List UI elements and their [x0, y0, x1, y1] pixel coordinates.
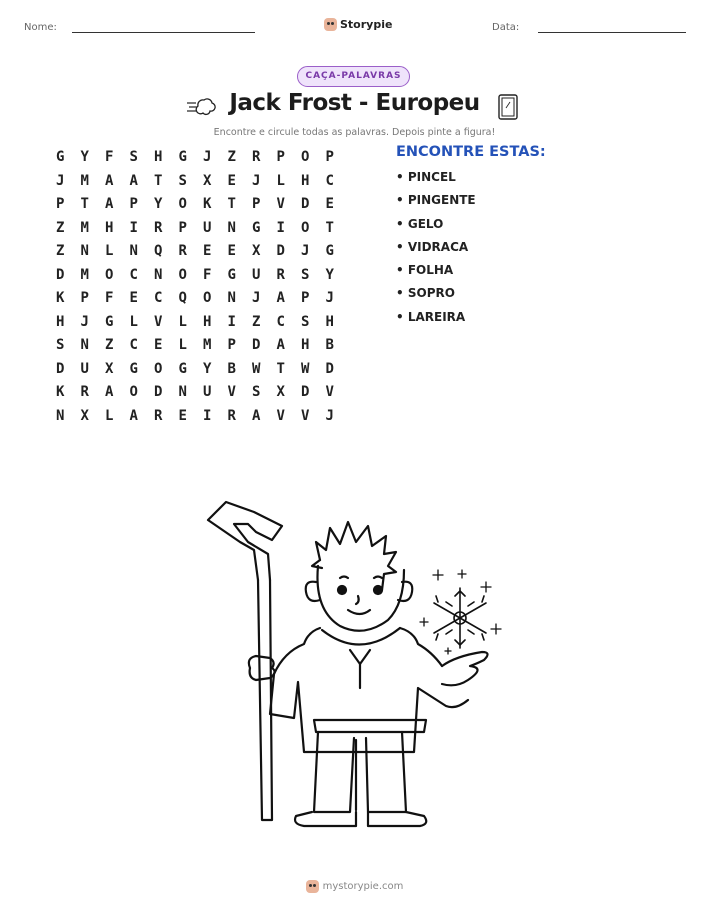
footer-url[interactable]: mystorypie.com [322, 881, 404, 892]
grid-letter[interactable]: B [227, 360, 236, 377]
grid-letter[interactable]: H [203, 313, 212, 330]
grid-letter[interactable]: W [301, 360, 310, 377]
grid-letter[interactable]: L [129, 313, 138, 330]
grid-letter[interactable]: E [129, 290, 138, 306]
grid-letter[interactable]: N [178, 384, 187, 400]
grid-letter[interactable]: Y [154, 196, 163, 212]
word-list-item: • VIDRACA [396, 239, 469, 254]
grid-letter[interactable]: L [178, 313, 187, 330]
letter-grid[interactable] [48, 147, 368, 429]
grid-letter[interactable]: C [276, 313, 285, 330]
grid-letter[interactable]: D [325, 360, 334, 377]
grid-letter[interactable]: O [154, 360, 163, 377]
grid-letter[interactable]: E [325, 196, 334, 212]
grid-row [48, 288, 368, 312]
grid-letter[interactable]: O [178, 196, 187, 212]
grid-letter[interactable]: L [178, 337, 187, 353]
grid-letter[interactable]: P [227, 337, 236, 353]
grid-letter[interactable]: A [105, 196, 114, 212]
grid-letter[interactable]: M [80, 219, 89, 236]
grid-letter[interactable]: Y [203, 360, 212, 377]
grid-letter[interactable]: L [276, 172, 285, 189]
grid-letter[interactable]: X [276, 384, 285, 400]
grid-letter[interactable]: H [301, 172, 310, 189]
grid-letter[interactable]: I [203, 407, 212, 424]
grid-letter[interactable]: T [80, 196, 89, 212]
grid-letter[interactable]: P [325, 149, 334, 165]
grid-row [48, 171, 368, 195]
grid-row [48, 382, 368, 406]
grid-letter[interactable]: X [105, 360, 114, 377]
grid-letter[interactable]: U [203, 219, 212, 236]
grid-letter[interactable]: O [105, 266, 114, 283]
grid-letter[interactable]: A [276, 337, 285, 353]
grid-row [48, 406, 368, 430]
grid-letter[interactable]: N [227, 219, 236, 236]
grid-letter[interactable]: P [80, 290, 89, 306]
grid-letter[interactable]: K [56, 384, 65, 400]
window-frame-icon [497, 93, 521, 121]
storypie-logo-icon [306, 880, 319, 893]
word-list-item: • PINGENTE [396, 193, 476, 208]
grid-letter[interactable]: A [129, 172, 138, 189]
grid-letter[interactable]: X [203, 172, 212, 189]
grid-letter[interactable]: U [203, 384, 212, 400]
grid-letter[interactable]: P [56, 196, 65, 212]
grid-letter[interactable]: I [227, 313, 236, 330]
grid-letter[interactable]: D [301, 196, 310, 212]
grid-letter[interactable]: R [154, 407, 163, 424]
grid-letter[interactable]: S [252, 384, 261, 400]
grid-letter[interactable]: V [154, 313, 163, 330]
grid-letter[interactable]: G [178, 149, 187, 165]
grid-letter[interactable]: L [105, 407, 114, 424]
grid-letter[interactable]: Q [154, 243, 163, 259]
grid-letter[interactable]: A [276, 290, 285, 306]
grid-letter[interactable]: D [154, 384, 163, 400]
grid-letter[interactable]: S [56, 337, 65, 353]
grid-letter[interactable]: H [105, 219, 114, 236]
word-list-item: • SOPRO [396, 286, 455, 301]
grid-letter[interactable]: N [227, 290, 236, 306]
grid-letter[interactable]: N [129, 243, 138, 259]
grid-letter[interactable]: T [325, 219, 334, 236]
grid-letter[interactable]: J [325, 290, 334, 306]
grid-letter[interactable]: O [178, 266, 187, 283]
page-title: Jack Frost - Europeu [229, 90, 480, 116]
header [0, 18, 709, 42]
brand-name: Storypie [340, 18, 393, 31]
grid-letter[interactable]: V [276, 407, 285, 424]
grid-letter[interactable]: B [325, 337, 334, 353]
grid-letter[interactable]: E [227, 243, 236, 259]
grid-letter[interactable]: S [301, 266, 310, 283]
grid-letter[interactable]: D [252, 337, 261, 353]
grid-row [48, 265, 368, 289]
grid-letter[interactable]: F [105, 149, 114, 165]
grid-letter[interactable]: E [203, 243, 212, 259]
grid-letter[interactable]: M [80, 172, 89, 189]
grid-letter[interactable]: O [301, 219, 310, 236]
grid-letter[interactable]: Y [325, 266, 334, 283]
grid-letter[interactable]: R [252, 149, 261, 165]
grid-letter[interactable]: A [105, 172, 114, 189]
grid-letter[interactable]: X [80, 407, 89, 424]
grid-row [48, 218, 368, 242]
grid-letter[interactable]: J [325, 407, 334, 424]
date-line[interactable] [538, 32, 686, 33]
grid-letter[interactable]: F [105, 290, 114, 306]
grid-letter[interactable]: N [80, 243, 89, 259]
grid-letter[interactable]: Z [227, 149, 236, 165]
grid-letter[interactable]: O [203, 290, 212, 306]
grid-letter[interactable]: H [325, 313, 334, 330]
grid-row [48, 194, 368, 218]
grid-letter[interactable]: Z [252, 313, 261, 330]
grid-letter[interactable]: R [154, 219, 163, 236]
grid-row [48, 335, 368, 359]
grid-letter[interactable]: R [276, 266, 285, 283]
grid-row [48, 241, 368, 265]
grid-letter[interactable]: T [227, 196, 236, 212]
grid-letter[interactable]: C [154, 290, 163, 306]
grid-letter[interactable]: G [178, 360, 187, 377]
grid-letter[interactable]: T [154, 172, 163, 189]
name-line[interactable] [72, 32, 255, 33]
word-list-item: • PINCEL [396, 170, 456, 184]
grid-letter[interactable]: P [276, 149, 285, 165]
word-list [396, 170, 476, 333]
grid-letter[interactable]: O [301, 149, 310, 165]
grid-letter[interactable]: I [129, 219, 138, 236]
grid-letter[interactable]: H [56, 313, 65, 330]
grid-letter[interactable]: J [301, 243, 310, 259]
word-list-item: • FOLHA [396, 263, 454, 278]
grid-letter[interactable]: D [56, 360, 65, 377]
grid-letter[interactable]: E [227, 172, 236, 189]
name-label: Nome: [24, 22, 57, 33]
grid-letter[interactable]: F [203, 266, 212, 283]
grid-letter[interactable]: G [105, 313, 114, 330]
grid-letter[interactable]: J [252, 290, 261, 306]
brand [324, 18, 392, 31]
grid-row [48, 359, 368, 383]
grid-letter[interactable]: J [203, 149, 212, 165]
grid-letter[interactable]: C [129, 337, 138, 353]
grid-letter[interactable]: U [80, 360, 89, 377]
grid-letter[interactable]: P [252, 196, 261, 212]
grid-letter[interactable]: I [276, 219, 285, 236]
grid-letter[interactable]: L [105, 243, 114, 259]
grid-letter[interactable]: V [276, 196, 285, 212]
grid-letter[interactable]: H [154, 149, 163, 165]
category-badge: CAÇA-PALAVRAS [297, 66, 410, 87]
grid-letter[interactable]: Z [56, 219, 65, 236]
grid-letter[interactable]: E [178, 407, 187, 424]
grid-row [48, 147, 368, 171]
grid-letter[interactable]: Z [105, 337, 114, 353]
grid-letter[interactable]: N [154, 266, 163, 283]
grid-letter[interactable]: U [252, 266, 261, 283]
grid-letter[interactable]: C [129, 266, 138, 283]
grid-letter[interactable]: G [325, 243, 334, 259]
jack-frost-coloring-illustration [190, 490, 510, 835]
grid-letter[interactable]: D [276, 243, 285, 259]
grid-letter[interactable]: A [252, 407, 261, 424]
grid-letter[interactable]: D [56, 266, 65, 283]
grid-letter[interactable]: S [301, 313, 310, 330]
grid-letter[interactable]: J [56, 172, 65, 189]
grid-letter[interactable]: A [105, 384, 114, 400]
grid-letter[interactable]: K [56, 290, 65, 306]
grid-letter[interactable]: G [252, 219, 261, 236]
grid-letter[interactable]: D [301, 384, 310, 400]
grid-letter[interactable]: C [325, 172, 334, 189]
grid-letter[interactable]: R [227, 407, 236, 424]
grid-letter[interactable]: V [325, 384, 334, 400]
grid-letter[interactable]: E [154, 337, 163, 353]
word-list-title: ENCONTRE ESTAS: [396, 144, 546, 160]
grid-letter[interactable]: Q [178, 290, 187, 306]
grid-letter[interactable]: X [252, 243, 261, 259]
storypie-logo-icon [324, 18, 337, 31]
grid-letter[interactable]: R [178, 243, 187, 259]
grid-letter[interactable]: S [178, 172, 187, 189]
grid-letter[interactable]: P [301, 290, 310, 306]
grid-letter[interactable]: W [252, 360, 261, 377]
grid-letter[interactable]: G [227, 266, 236, 283]
grid-letter[interactable]: R [80, 384, 89, 400]
grid-letter[interactable]: P [178, 219, 187, 236]
grid-letter[interactable]: G [56, 149, 65, 165]
grid-letter[interactable]: Y [80, 149, 89, 165]
grid-letter[interactable]: K [203, 196, 212, 212]
grid-letter[interactable]: M [203, 337, 212, 353]
grid-letter[interactable]: V [227, 384, 236, 400]
grid-letter[interactable]: H [301, 337, 310, 353]
word-list-item: • GELO [396, 216, 444, 231]
grid-letter[interactable]: J [252, 172, 261, 189]
grid-letter[interactable]: Z [56, 243, 65, 259]
grid-letter[interactable]: T [276, 360, 285, 377]
grid-letter[interactable]: J [80, 313, 89, 330]
grid-letter[interactable]: N [80, 337, 89, 353]
grid-letter[interactable]: P [129, 196, 138, 212]
grid-letter[interactable]: M [80, 266, 89, 283]
date-label: Data: [492, 22, 520, 33]
grid-row [48, 312, 368, 336]
footer [0, 880, 709, 893]
grid-letter[interactable]: S [129, 149, 138, 165]
grid-letter[interactable]: O [129, 384, 138, 400]
word-list-item: • LAREIRA [396, 309, 466, 324]
grid-letter[interactable]: G [129, 360, 138, 377]
grid-letter[interactable]: A [129, 407, 138, 424]
grid-letter[interactable]: V [301, 407, 310, 424]
grid-letter[interactable]: N [56, 407, 65, 424]
instructions: Encontre e circule todas as palavras. Depois pinte a figura! [213, 127, 496, 138]
